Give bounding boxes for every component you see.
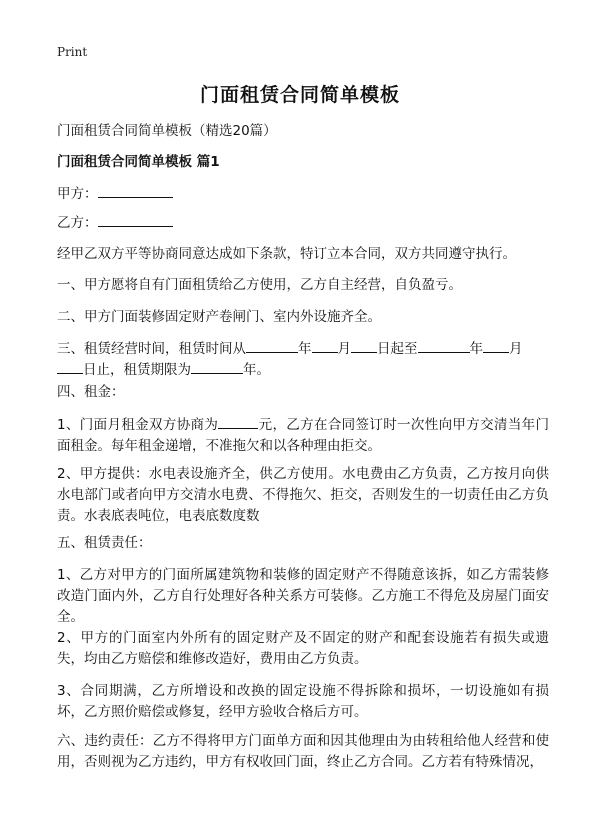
clause-3-part-g: 日止，租赁期限为 <box>83 362 191 378</box>
party-b-label: 乙方： <box>57 215 98 231</box>
clause-3-part-b: 年 <box>298 341 312 357</box>
clause-1: 一、甲方愿将自有门面租赁给乙方使用，乙方自主经营，自负盈亏。 <box>57 277 462 293</box>
clause-5-1: 1、乙方对甲方的门面所属建筑物和装修的固定财产不得随意该拆，如乙方需装修改造门面内外，乙方自行处理好各种关系方可装修。乙方施工不得危及房屋门面安全。 <box>57 567 549 625</box>
term-years-blank <box>191 360 243 374</box>
clause-4-heading: 四、租金： <box>57 384 125 400</box>
monthly-rent-blank <box>218 415 258 429</box>
clause-3-part-c: 月 <box>337 341 351 357</box>
clause-3-part-a: 三、租赁经营时间，租赁时间从 <box>57 341 246 357</box>
clause-5-heading: 五、租赁责任： <box>57 535 152 551</box>
document-title: 门面租赁合同简单模板 <box>199 84 400 106</box>
party-b-field <box>57 212 552 234</box>
party-a-blank <box>98 183 173 198</box>
party-a-label: 甲方： <box>57 186 98 202</box>
clause-3-part-h: 年。 <box>243 362 270 378</box>
print-link[interactable]: Print <box>57 45 88 59</box>
section-heading: 门面租赁合同简单模板 篇1 <box>57 154 220 170</box>
clause-5-2: 2、甲方的门面室内外所有的固定财产及不固定的财产和配套设施若有损失或遗失，均由乙方赔偿和维修改造好，费用由乙方负责。 <box>57 630 549 667</box>
clause-3-part-d: 日起至 <box>377 341 418 357</box>
clause-6: 六、违约责任：乙方不得将甲方门面单方面和因其他理由为由转租给他人经营和使用，否则视为乙方违约，甲方有权收回门面，终止乙方合同。乙方若有特殊情况， <box>57 733 549 770</box>
clause-4-1-part-a: 1、门面月租金双方协商为 <box>57 417 219 433</box>
start-year-blank <box>246 339 298 353</box>
clause-4-1-part-b: 元，乙方在合同签订时一次性向甲方交清当年门面租金。每年租金递增，不准拖欠和以各种理由拒交。 <box>57 417 550 454</box>
end-month-blank <box>483 339 509 353</box>
clause-4-2: 2、甲方提供：水电表设施齐全，供乙方使用。水电费由乙方负责，乙方按月向供水电部门或者向甲方交清水电费、不得拖欠、拒交，否则发生的一切责任由乙方负责。水表底表吨位，电表底数度数 <box>57 466 549 524</box>
start-day-blank <box>351 339 377 353</box>
document-subtitle: 门面租赁合同简单模板（精选20篇） <box>57 123 277 139</box>
clause-3-part-f: 月 <box>509 341 523 357</box>
party-b-blank <box>98 212 173 227</box>
clause-3 <box>57 339 549 381</box>
end-year-blank <box>418 339 470 353</box>
clause-4-1 <box>57 415 549 457</box>
clause-2: 二、甲方门面装修固定财产卷闸门、室内外设施齐全。 <box>57 309 381 325</box>
clause-5-3: 3、合同期满，乙方所增设和改换的固定设施不得拆除和损坏，一切设施如有损坏，乙方照价赔偿或修复，经甲方验收合格后方可。 <box>57 683 549 720</box>
end-day-blank <box>57 360 83 374</box>
start-month-blank <box>312 339 338 353</box>
party-a-field <box>57 183 552 205</box>
intro-paragraph: 经甲乙双方平等协商同意达成如下条款，特订立本合同，双方共同遵守执行。 <box>57 246 516 262</box>
clause-3-part-e: 年 <box>469 341 483 357</box>
